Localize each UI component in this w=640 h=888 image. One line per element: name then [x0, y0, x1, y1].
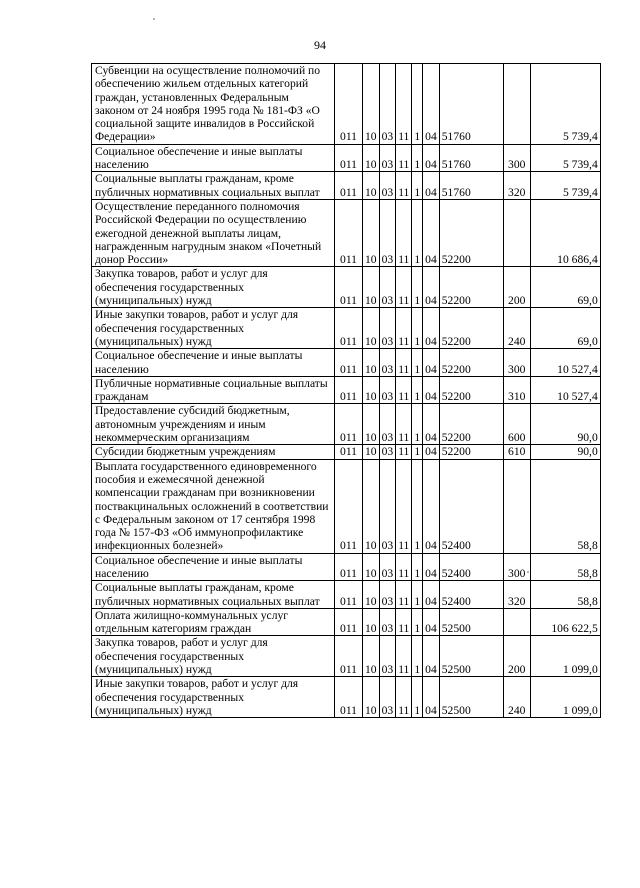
row-name: Оплата жилищно-коммунальных услуг отдельным категориям граждан — [92, 608, 335, 636]
amount: 69,0 — [530, 267, 600, 308]
target-article-part: 11 — [396, 581, 412, 609]
row-name: Социальные выплаты гражданам, кроме публичных нормативных социальных выплат — [92, 172, 335, 200]
amount: 5 739,4 — [530, 144, 600, 172]
table-row — [92, 636, 601, 677]
target-article-part: 11 — [396, 459, 412, 553]
target-article-part: 1 — [412, 349, 423, 377]
table-row — [92, 199, 601, 266]
target-article-part: 1 — [412, 581, 423, 609]
row-name: Закупка товаров, работ и услуг для обеспечения государственных (муниципальных) нужд — [92, 636, 335, 677]
expense-type-code: 310 — [503, 376, 530, 404]
subsection-code: 03 — [379, 349, 396, 377]
target-article-code: 52500 — [439, 636, 503, 677]
target-article-part: 1 — [412, 553, 423, 581]
table-row — [92, 349, 601, 377]
target-article-code: 52400 — [439, 581, 503, 609]
section-code: 10 — [363, 199, 380, 266]
row-name: Закупка товаров, работ и услуг для обеспечения государственных (муниципальных) нужд — [92, 267, 335, 308]
target-article-code: 51760 — [439, 64, 503, 145]
table-row — [92, 376, 601, 404]
target-article-code: 52200 — [439, 199, 503, 266]
target-article-part: 04 — [423, 376, 440, 404]
row-name: Выплата государственного единовременного пособия и ежемесячной денежной компенсации гражданам при возникновении поствакцинальных осложнений в соответствии с Федеральным законом от 17 сентября 1998 года № 157-ФЗ «Об иммунопрофилактике инфекционных болезней» — [92, 459, 335, 553]
ved-code: 011 — [335, 308, 363, 349]
amount: 58,8 — [530, 553, 600, 581]
target-article-part: 11 — [396, 404, 412, 445]
target-article-code: 52400 — [439, 459, 503, 553]
ved-code: 011 — [335, 608, 363, 636]
target-article-part: 11 — [396, 308, 412, 349]
target-article-part: 04 — [423, 172, 440, 200]
table-row — [92, 64, 601, 145]
ved-code: 011 — [335, 144, 363, 172]
target-article-part: 1 — [412, 445, 423, 459]
target-article-part: 04 — [423, 267, 440, 308]
subsection-code: 03 — [379, 608, 396, 636]
target-article-part: 11 — [396, 172, 412, 200]
target-article-part: 04 — [423, 608, 440, 636]
expense-type-code: 200 — [503, 267, 530, 308]
target-article-part: 04 — [423, 581, 440, 609]
target-article-code: 52200 — [439, 308, 503, 349]
expense-type-code — [503, 608, 530, 636]
expense-type-code: 610 — [503, 445, 530, 459]
subsection-code: 03 — [379, 144, 396, 172]
amount: 58,8 — [530, 581, 600, 609]
target-article-part: 11 — [396, 349, 412, 377]
expense-type-code: 320 — [503, 172, 530, 200]
page-number: 94 — [314, 38, 326, 52]
target-article-part: 04 — [423, 445, 440, 459]
target-article-part: 1 — [412, 144, 423, 172]
row-name: Субсидии бюджетным учреждениям — [92, 445, 335, 459]
target-article-part: 11 — [396, 267, 412, 308]
target-article-part: 1 — [412, 172, 423, 200]
subsection-code: 03 — [379, 445, 396, 459]
target-article-code: 52200 — [439, 349, 503, 377]
section-code: 10 — [363, 459, 380, 553]
table-row — [92, 581, 601, 609]
section-code: 10 — [363, 308, 380, 349]
table-row — [92, 553, 601, 581]
target-article-part: 1 — [412, 267, 423, 308]
target-article-code: 52500 — [439, 608, 503, 636]
target-article-part: 1 — [412, 404, 423, 445]
target-article-part: 11 — [396, 553, 412, 581]
ved-code: 011 — [335, 64, 363, 145]
row-name: Иные закупки товаров, работ и услуг для обеспечения государственных (муниципальных) нужд — [92, 308, 335, 349]
target-article-code: 52400 — [439, 553, 503, 581]
ved-code: 011 — [335, 376, 363, 404]
expense-type-code: 320 — [503, 581, 530, 609]
target-article-part: 11 — [396, 64, 412, 145]
target-article-part: 11 — [396, 636, 412, 677]
target-article-part: 04 — [423, 636, 440, 677]
target-article-part: 1 — [412, 308, 423, 349]
ved-code: 011 — [335, 404, 363, 445]
amount: 5 739,4 — [530, 172, 600, 200]
table-row — [92, 608, 601, 636]
table-row — [92, 172, 601, 200]
target-article-code: 51760 — [439, 172, 503, 200]
expense-type-code: 300 — [503, 349, 530, 377]
target-article-code: 52500 — [439, 677, 503, 718]
subsection-code: 03 — [379, 553, 396, 581]
target-article-code: 52200 — [439, 445, 503, 459]
section-code: 10 — [363, 608, 380, 636]
target-article-part: 11 — [396, 445, 412, 459]
table-row — [92, 308, 601, 349]
amount: 1 099,0 — [530, 677, 600, 718]
table-row — [92, 677, 601, 718]
table-row — [92, 144, 601, 172]
target-article-part: 1 — [412, 376, 423, 404]
target-article-part: 04 — [423, 308, 440, 349]
section-code: 10 — [363, 267, 380, 308]
target-article-part: 1 — [412, 636, 423, 677]
subsection-code: 03 — [379, 199, 396, 266]
row-name: Осуществление переданного полномочия Российской Федерации по осуществлению ежегодной денежной выплаты лицам, награжденным нагрудным знаком «Почетный донор России» — [92, 199, 335, 266]
row-name: Социальное обеспечение и иные выплаты населению — [92, 144, 335, 172]
subsection-code: 03 — [379, 677, 396, 718]
table-row — [92, 267, 601, 308]
subsection-code: 03 — [379, 64, 396, 145]
ved-code: 011 — [335, 445, 363, 459]
target-article-code: 51760 — [439, 144, 503, 172]
subsection-code: 03 — [379, 581, 396, 609]
table-row — [92, 445, 601, 459]
subsection-code: 03 — [379, 636, 396, 677]
subsection-code: 03 — [379, 376, 396, 404]
expense-type-code: 300 — [503, 144, 530, 172]
section-code: 10 — [363, 581, 380, 609]
amount: 1 099,0 — [530, 636, 600, 677]
ved-code: 011 — [335, 459, 363, 553]
budget-table — [91, 63, 601, 718]
ved-code: 011 — [335, 636, 363, 677]
expense-type-code — [503, 64, 530, 145]
target-article-part: 04 — [423, 459, 440, 553]
target-article-code: 52200 — [439, 376, 503, 404]
target-article-part: 1 — [412, 199, 423, 266]
target-article-part: 04 — [423, 404, 440, 445]
ved-code: 011 — [335, 677, 363, 718]
target-article-part: 04 — [423, 349, 440, 377]
ved-code: 011 — [335, 349, 363, 377]
target-article-part: 1 — [412, 459, 423, 553]
section-code: 10 — [363, 349, 380, 377]
table-row — [92, 459, 601, 553]
expense-type-code: 240 — [503, 677, 530, 718]
section-code: 10 — [363, 677, 380, 718]
section-code: 10 — [363, 376, 380, 404]
expense-type-code: 200 — [503, 636, 530, 677]
target-article-part: 11 — [396, 608, 412, 636]
ved-code: 011 — [335, 553, 363, 581]
ved-code: 011 — [335, 199, 363, 266]
target-article-part: 04 — [423, 199, 440, 266]
amount: 10 527,4 — [530, 376, 600, 404]
subsection-code: 03 — [379, 172, 396, 200]
target-article-part: 11 — [396, 144, 412, 172]
target-article-code: 52200 — [439, 404, 503, 445]
amount: 90,0 — [530, 445, 600, 459]
section-code: 10 — [363, 172, 380, 200]
expense-type-code: 240 — [503, 308, 530, 349]
amount: 58,8 — [530, 459, 600, 553]
target-article-part: 04 — [423, 144, 440, 172]
subsection-code: 03 — [379, 308, 396, 349]
target-article-part: 11 — [396, 376, 412, 404]
amount: 10 686,4 — [530, 199, 600, 266]
row-name: Иные закупки товаров, работ и услуг для обеспечения государственных (муниципальных) нужд — [92, 677, 335, 718]
target-article-part: 04 — [423, 677, 440, 718]
target-article-part: 1 — [412, 608, 423, 636]
ved-code: 011 — [335, 172, 363, 200]
expense-type-code: 300 — [503, 553, 530, 581]
target-article-part: 11 — [396, 199, 412, 266]
row-name: Социальные выплаты гражданам, кроме публичных нормативных социальных выплат — [92, 581, 335, 609]
row-name: Предоставление субсидий бюджетным, автономным учреждениям и иным некоммерческим организациям — [92, 404, 335, 445]
row-name: Социальное обеспечение и иные выплаты населению — [92, 349, 335, 377]
section-code: 10 — [363, 636, 380, 677]
section-code: 10 — [363, 64, 380, 145]
amount: 10 527,4 — [530, 349, 600, 377]
target-article-part: 1 — [412, 64, 423, 145]
subsection-code: 03 — [379, 459, 396, 553]
subsection-code: 03 — [379, 267, 396, 308]
row-name: Социальное обеспечение и иные выплаты населению — [92, 553, 335, 581]
section-code: 10 — [363, 445, 380, 459]
target-article-part: 04 — [423, 64, 440, 145]
amount: 90,0 — [530, 404, 600, 445]
target-article-part: 04 — [423, 553, 440, 581]
table-row — [92, 404, 601, 445]
scan-speck — [153, 18, 155, 20]
expense-type-code: 600 — [503, 404, 530, 445]
subsection-code: 03 — [379, 404, 396, 445]
amount: 106 622,5 — [530, 608, 600, 636]
ved-code: 011 — [335, 267, 363, 308]
ved-code: 011 — [335, 581, 363, 609]
target-article-part: 1 — [412, 677, 423, 718]
target-article-part: 11 — [396, 677, 412, 718]
section-code: 10 — [363, 144, 380, 172]
target-article-code: 52200 — [439, 267, 503, 308]
amount: 69,0 — [530, 308, 600, 349]
row-name: Субвенции на осуществление полномочий по обеспечению жильем отдельных категорий граждан, установленных Федеральным законом от 24 ноября 1995 года № 181-ФЗ «О социальной защите инвалидов в Российской Федерации» — [92, 64, 335, 145]
section-code: 10 — [363, 404, 380, 445]
row-name: Публичные нормативные социальные выплаты гражданам — [92, 376, 335, 404]
expense-type-code — [503, 459, 530, 553]
amount: 5 739,4 — [530, 64, 600, 145]
expense-type-code — [503, 199, 530, 266]
section-code: 10 — [363, 553, 380, 581]
